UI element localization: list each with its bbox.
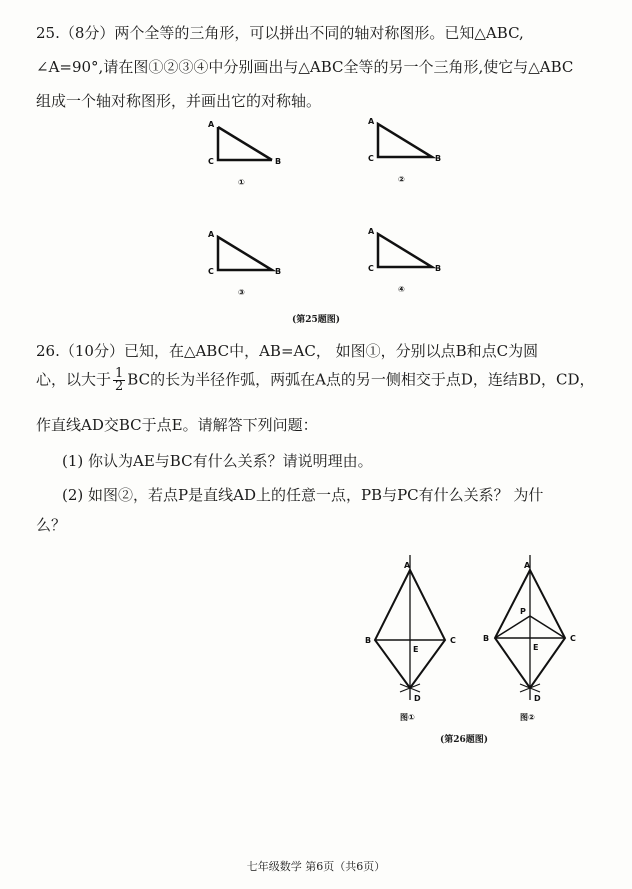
q26-line2	[36, 368, 595, 393]
q25-caption: (第25题图)	[292, 315, 341, 325]
q26-line2-post: BC的长为半径作弧，两弧在A点的另一侧相交于点D，连结BD，CD，	[127, 370, 595, 389]
figure-number-label: ①	[238, 178, 245, 187]
q26-line2-pre: 心，以大于	[36, 370, 112, 389]
q25-line1: 25.（8分）两个全等的三角形，可以拼出不同的轴对称图形。已知△ABC,	[36, 24, 524, 42]
page-footer: 七年级数学 第6页（共6页）	[246, 860, 386, 873]
vertex-b-label: B	[275, 267, 282, 276]
label-c: C	[450, 636, 456, 645]
fig2-label: 图②	[520, 713, 535, 722]
fraction-numerator: 1	[115, 366, 124, 381]
vertex-c-label: C	[368, 264, 374, 273]
q26-line1: 26.（10分）已知，在△ABC中，AB=AC， 如图①，分别以点B和点C为圆	[36, 342, 539, 360]
q25-figure-1	[200, 115, 290, 190]
q26-caption: (第26题图)	[440, 735, 489, 745]
q25-figure-3	[200, 225, 290, 300]
vertex-b-label: B	[435, 264, 442, 273]
label-b: B	[365, 636, 372, 645]
q25-figure-2	[360, 112, 450, 187]
vertex-c-label: C	[208, 267, 214, 276]
label-e: E	[413, 645, 419, 654]
fraction-denominator: 2	[115, 379, 124, 394]
q25-line2: ∠A=90°,请在图①②③④中分别画出与△ABC全等的另一个三角形,使它与△ABC	[36, 58, 574, 76]
vertex-c-label: C	[208, 157, 214, 166]
vertex-a-label: A	[368, 227, 375, 236]
vertex-a-label: A	[208, 120, 215, 129]
vertex-b-label: B	[275, 157, 282, 166]
vertex-a-label: A	[368, 117, 375, 126]
q26-sub2: (2) 如图②，若点P是直线AD上的任意一点，PB与PC有什么关系？ 为什	[62, 486, 544, 504]
q26-sub1: (1) 你认为AE与BC有什么关系？请说明理由。	[62, 452, 373, 470]
label-b: B	[483, 634, 490, 643]
label-p: P	[520, 607, 526, 616]
q25-line3: 组成一个轴对称图形，并画出它的对称轴。	[36, 92, 322, 110]
q25-figure-4	[360, 222, 450, 297]
vertex-c-label: C	[368, 154, 374, 163]
figure-number-label: ③	[238, 288, 245, 297]
q26-figure-2	[475, 550, 595, 730]
vertex-a-label: A	[208, 230, 215, 239]
figure-number-label: ④	[398, 285, 405, 294]
q26-figure-1	[355, 550, 475, 730]
label-d: D	[534, 694, 541, 703]
figure-number-label: ②	[398, 175, 405, 184]
label-e: E	[533, 643, 539, 652]
vertex-b-label: B	[435, 154, 442, 163]
label-a: A	[404, 561, 411, 570]
q26-line3: 作直线AD交BC于点E。请解答下列问题：	[36, 416, 318, 434]
q26-sub2-end: 么？	[36, 516, 67, 534]
fraction-half	[113, 368, 125, 393]
fig1-label: 图①	[400, 713, 415, 722]
label-c: C	[570, 634, 576, 643]
label-a: A	[524, 561, 531, 570]
label-d: D	[414, 694, 421, 703]
